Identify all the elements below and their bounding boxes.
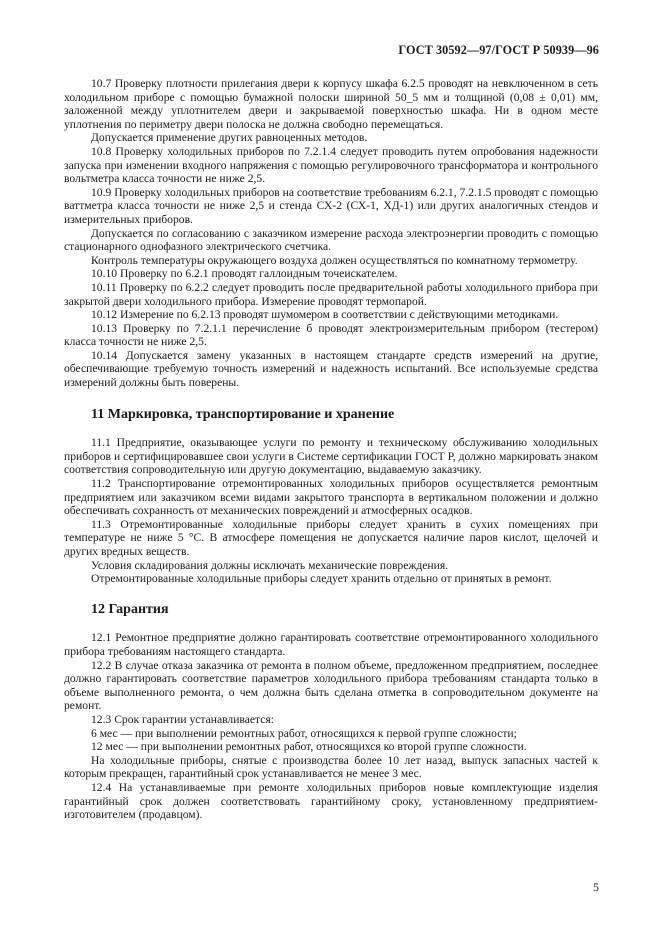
paragraph: 10.10 Проверку по 6.2.1 проводят галлоидным точеискателем. [91,267,398,281]
paragraph: 12.3 Срок гарантии устанавливается: [91,712,274,726]
standard-header: ГОСТ 30592—97/ГОСТ Р 50939—96 [398,43,599,57]
paragraph: 12.4 На устанавливаемые при ремонте холодильных приборов новые комплектующие изделия гарантийный срок должен соответствовать гарантийному сроку, установленному предприятием-изготовителем (продавцом). [64,780,598,822]
paragraph: Условия складирования должны исключать механические повреждения. [91,558,449,572]
page-number: 5 [593,880,599,894]
section-12-heading: 12 Гарантия [91,601,169,617]
paragraph: 10.7 Проверку плотности прилегания двери к корпусу шкафа 6.2.5 проводят на невключенном в сеть холодильном приборе с помощью бумажной полоски шириной 50_5 мм и толщиной (0,08 ± 0,01) мм, заложенной между уплотнителем двери и закрываемой поверхностью шкафа. Ни в одном месте уплотнения по периметру двери полоска не должна свободно перемещаться. [64,77,598,131]
paragraph: Допускается по согласованию с заказчиком измерение расхода электроэнергии проводить с помощью стационарного однофазного электрического счетчика. [64,226,598,254]
paragraph: 10.9 Проверку холодильных приборов на соответствие требованиям 6.2.1, 7.2.1.5 проводят с помощью ваттметра класса точности не ниже 2,5 и стенда СХ-2 (СХ-1, ХД-1) или других аналогичных стендов и измерительных приборов. [64,185,598,226]
paragraph: На холодильные приборы, снятые с производства более 10 лет назад, выпуск запасных частей к которым прекращен, гарантийный срок устанавливается не менее 3 мес. [64,753,598,781]
document-body [64,77,598,822]
section-11-heading: 11 Маркировка, транспортирование и хранение [91,406,395,422]
paragraph: 10.14 Допускается замену указанных в настоящем стандарте средств измерений на другие, обеспечивающие требуемую точность измерений и надежность испытаний. Все используемые средства измерений должны быть поверены. [64,348,598,390]
paragraph: 11.1 Предприятие, оказывающее услуги по ремонту и техническому обслуживанию холодильных приборов и сертифицировавшее свои услуги в Системе сертификации ГОСТ Р, должно маркировать знаком соответствия сопроводительную или другую документацию, выдаваемую заказчику. [64,436,598,477]
paragraph: 12.2 В случае отказа заказчика от ремонта в полном объеме, предложенном предприятием, последнее должно гарантировать соответствие параметров холодильного прибора требованиям стандарта только в объеме выполненного ремонта, о чем должна быть сделана отметка в сопроводительном документе на ремонт. [64,658,598,713]
paragraph: 12.1 Ремонтное предприятие должно гарантировать соответствие отремонтированного холодильного прибора требованиям настоящего стандарта. [64,631,598,658]
paragraph: Отремонтированные холодильные приборы следует хранить отдельно от принятых в ремонт. [91,572,552,586]
paragraph: 12 мес — при выполнении ремонтных работ, относящихся ко второй группе сложности. [91,740,527,754]
paragraph: 10.13 Проверку по 7.2.1.1 перечисление б проводят электроизмерительным прибором (тестером) класса точности не ниже 2,5. [64,321,598,349]
paragraph: 11.2 Транспортирование отремонтированных холодильных приборов осуществляется ремонтным предприятием или заказчиком всеми видами закрытого транспорта в вертикальном положении и должно обеспечивать сохранность от механических повреждений и атмосферных осадков. [64,477,598,518]
paragraph: Контроль температуры окружающего воздуха должен осуществляться по комнатному термометру. [91,253,578,267]
paragraph: 6 мес — при выполнении ремонтных работ, относящихся к первой группе сложности; [91,726,517,740]
paragraph: 10.11 Проверку по 6.2.2 следует проводить после предварительной работы холодильного прибора при закрытой двери холодильного прибора. Измерение проводят термопарой. [64,280,598,308]
paragraph: Допускается применение других равноценных методов. [91,131,368,145]
paragraph: 10.8 Проверку холодильных приборов по 7.2.1.4 следует проводить путем опробования надежности запуска при изменении входного напряжения с помощью регулировочного трансформатора и контрольного вольтметра класса точности не ниже 2,5. [64,144,598,186]
paragraph: 11.3 Отремонтированные холодильные приборы следует хранить в сухих помещениях при температуре не ниже 5 °С. В атмосфере помещения не допускается наличие паров кислот, щелочей и других вредных веществ. [64,517,598,558]
paragraph: 10.12 Измерение по 6.2.13 проводят шумомером в соответствии с действующими методиками. [91,308,559,322]
